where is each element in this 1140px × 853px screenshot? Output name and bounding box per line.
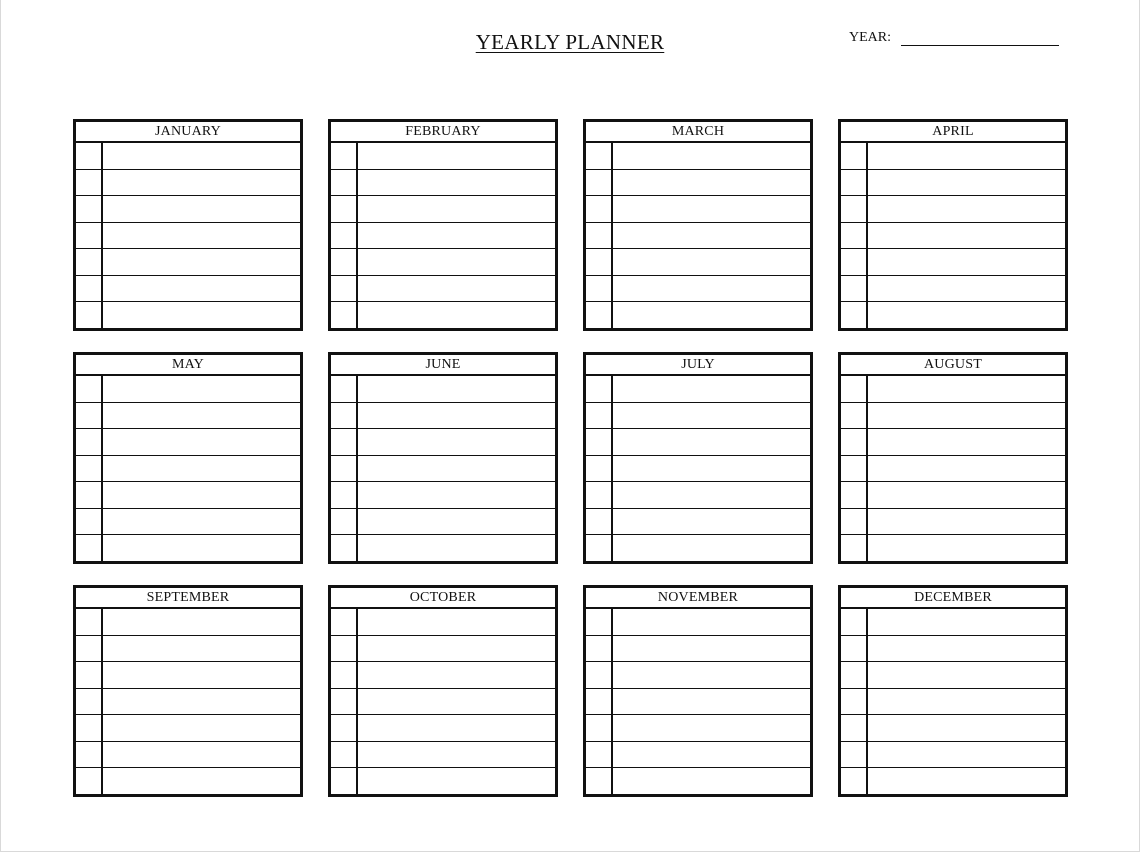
note-cell[interactable]	[613, 768, 810, 794]
planner-row	[841, 535, 1065, 561]
planner-row	[841, 609, 1065, 636]
date-cell[interactable]	[841, 609, 868, 635]
planner-row	[331, 742, 555, 769]
note-cell[interactable]	[613, 636, 810, 662]
month-header: JANUARY	[76, 122, 300, 143]
note-cell[interactable]	[358, 276, 555, 302]
planner-row	[841, 403, 1065, 430]
planner-row	[76, 535, 300, 561]
note-cell[interactable]	[613, 223, 810, 249]
date-cell[interactable]	[841, 429, 868, 455]
month-header: JUNE	[331, 355, 555, 376]
planner-row	[76, 249, 300, 276]
planner-row	[841, 223, 1065, 250]
month-rows	[76, 609, 300, 794]
planner-row	[331, 509, 555, 536]
date-cell[interactable]	[331, 535, 358, 561]
date-cell[interactable]	[76, 768, 103, 794]
note-cell[interactable]	[868, 509, 1065, 535]
month-header: APRIL	[841, 122, 1065, 143]
note-cell[interactable]	[613, 403, 810, 429]
note-cell[interactable]	[103, 456, 300, 482]
date-cell[interactable]	[331, 609, 358, 635]
date-cell[interactable]	[76, 535, 103, 561]
planner-row	[841, 302, 1065, 328]
month-header: FEBRUARY	[331, 122, 555, 143]
date-cell[interactable]	[586, 170, 613, 196]
planner-row	[841, 482, 1065, 509]
note-cell[interactable]	[103, 196, 300, 222]
note-cell[interactable]	[613, 535, 810, 561]
date-cell[interactable]	[841, 662, 868, 688]
planner-row	[841, 249, 1065, 276]
planner-row	[586, 143, 810, 170]
date-cell[interactable]	[76, 429, 103, 455]
date-cell[interactable]	[76, 662, 103, 688]
date-cell[interactable]	[76, 509, 103, 535]
month-box-april	[838, 119, 1068, 331]
planner-row	[76, 509, 300, 536]
planner-row	[331, 482, 555, 509]
note-cell[interactable]	[868, 249, 1065, 275]
month-header: JULY	[586, 355, 810, 376]
planner-row	[331, 715, 555, 742]
planner-row	[841, 768, 1065, 794]
note-cell[interactable]	[613, 609, 810, 635]
note-cell[interactable]	[103, 403, 300, 429]
note-cell[interactable]	[103, 609, 300, 635]
planner-row	[76, 689, 300, 716]
planner-row	[331, 276, 555, 303]
note-cell[interactable]	[103, 715, 300, 741]
date-cell[interactable]	[586, 302, 613, 328]
date-cell[interactable]	[841, 403, 868, 429]
date-cell[interactable]	[841, 482, 868, 508]
date-cell[interactable]	[586, 689, 613, 715]
planner-row	[586, 403, 810, 430]
month-box-may	[73, 352, 303, 564]
planner-row	[586, 276, 810, 303]
date-cell[interactable]	[586, 742, 613, 768]
month-rows	[331, 376, 555, 561]
year-field	[849, 30, 1059, 46]
date-cell[interactable]	[331, 429, 358, 455]
page-title: YEARLY PLANNER	[475, 30, 665, 54]
date-cell[interactable]	[76, 276, 103, 302]
planner-row	[331, 143, 555, 170]
planner-row	[841, 662, 1065, 689]
note-cell[interactable]	[358, 636, 555, 662]
month-box-september	[73, 585, 303, 797]
note-cell[interactable]	[613, 662, 810, 688]
date-cell[interactable]	[586, 715, 613, 741]
date-cell[interactable]	[331, 196, 358, 222]
date-cell[interactable]	[331, 509, 358, 535]
date-cell[interactable]	[76, 223, 103, 249]
month-rows	[586, 609, 810, 794]
note-cell[interactable]	[613, 302, 810, 328]
date-cell[interactable]	[331, 376, 358, 402]
note-cell[interactable]	[358, 456, 555, 482]
planner-row	[331, 403, 555, 430]
planner-row	[586, 768, 810, 794]
planner-row	[841, 143, 1065, 170]
note-cell[interactable]	[613, 429, 810, 455]
planner-row	[331, 429, 555, 456]
month-box-october	[328, 585, 558, 797]
note-cell[interactable]	[868, 302, 1065, 328]
note-cell[interactable]	[613, 276, 810, 302]
date-cell[interactable]	[586, 276, 613, 302]
date-cell[interactable]	[586, 662, 613, 688]
date-cell[interactable]	[841, 196, 868, 222]
date-cell[interactable]	[586, 196, 613, 222]
planner-row	[76, 429, 300, 456]
planner-row	[76, 196, 300, 223]
note-cell[interactable]	[613, 196, 810, 222]
note-cell[interactable]	[613, 143, 810, 169]
month-box-february	[328, 119, 558, 331]
note-cell[interactable]	[358, 482, 555, 508]
note-cell[interactable]	[868, 689, 1065, 715]
note-cell[interactable]	[613, 456, 810, 482]
note-cell[interactable]	[358, 509, 555, 535]
note-cell[interactable]	[868, 742, 1065, 768]
date-cell[interactable]	[586, 482, 613, 508]
planner-row	[586, 535, 810, 561]
date-cell[interactable]	[586, 535, 613, 561]
month-box-july	[583, 352, 813, 564]
month-rows	[841, 143, 1065, 328]
note-cell[interactable]	[103, 742, 300, 768]
date-cell[interactable]	[76, 196, 103, 222]
note-cell[interactable]	[358, 429, 555, 455]
planner-row	[76, 276, 300, 303]
note-cell[interactable]	[613, 249, 810, 275]
note-cell[interactable]	[103, 689, 300, 715]
note-cell[interactable]	[613, 170, 810, 196]
month-rows	[76, 376, 300, 561]
planner-row	[586, 482, 810, 509]
date-cell[interactable]	[331, 662, 358, 688]
note-cell[interactable]	[103, 768, 300, 794]
planner-row	[586, 636, 810, 663]
date-cell[interactable]	[586, 609, 613, 635]
note-cell[interactable]	[358, 376, 555, 402]
note-cell[interactable]	[358, 143, 555, 169]
month-rows	[586, 143, 810, 328]
planner-row	[586, 609, 810, 636]
note-cell[interactable]	[103, 302, 300, 328]
date-cell[interactable]	[331, 768, 358, 794]
date-cell[interactable]	[76, 403, 103, 429]
date-cell[interactable]	[76, 170, 103, 196]
note-cell[interactable]	[613, 482, 810, 508]
year-label: YEAR:	[849, 30, 891, 45]
date-cell[interactable]	[841, 223, 868, 249]
planner-row	[331, 196, 555, 223]
planner-row	[841, 170, 1065, 197]
note-cell[interactable]	[358, 609, 555, 635]
note-cell[interactable]	[358, 249, 555, 275]
date-cell[interactable]	[76, 456, 103, 482]
date-cell[interactable]	[586, 636, 613, 662]
note-cell[interactable]	[868, 223, 1065, 249]
planner-row	[76, 609, 300, 636]
date-cell[interactable]	[586, 456, 613, 482]
planner-row	[331, 636, 555, 663]
planner-row	[331, 170, 555, 197]
note-cell[interactable]	[868, 170, 1065, 196]
month-box-march	[583, 119, 813, 331]
planner-row	[586, 742, 810, 769]
month-rows	[841, 609, 1065, 794]
date-cell[interactable]	[331, 223, 358, 249]
date-cell[interactable]	[586, 509, 613, 535]
planner-row	[76, 742, 300, 769]
date-cell[interactable]	[76, 482, 103, 508]
date-cell[interactable]	[331, 403, 358, 429]
note-cell[interactable]	[868, 403, 1065, 429]
planner-row	[76, 768, 300, 794]
date-cell[interactable]	[76, 689, 103, 715]
note-cell[interactable]	[868, 143, 1065, 169]
note-cell[interactable]	[613, 509, 810, 535]
month-box-january	[73, 119, 303, 331]
note-cell[interactable]	[103, 170, 300, 196]
date-cell[interactable]	[331, 689, 358, 715]
date-cell[interactable]	[331, 636, 358, 662]
month-header: MARCH	[586, 122, 810, 143]
date-cell[interactable]	[841, 715, 868, 741]
note-cell[interactable]	[358, 403, 555, 429]
date-cell[interactable]	[331, 302, 358, 328]
note-cell[interactable]	[103, 482, 300, 508]
planner-row	[841, 636, 1065, 663]
planner-row	[586, 662, 810, 689]
note-cell[interactable]	[103, 249, 300, 275]
planner-row	[331, 609, 555, 636]
note-cell[interactable]	[103, 376, 300, 402]
date-cell[interactable]	[76, 742, 103, 768]
date-cell[interactable]	[841, 276, 868, 302]
note-cell[interactable]	[358, 196, 555, 222]
planner-row	[586, 170, 810, 197]
date-cell[interactable]	[841, 742, 868, 768]
planner-row	[76, 715, 300, 742]
note-cell[interactable]	[358, 170, 555, 196]
planner-row	[841, 742, 1065, 769]
planner-row	[586, 689, 810, 716]
month-header: AUGUST	[841, 355, 1065, 376]
planner-row	[76, 302, 300, 328]
planner-row	[76, 482, 300, 509]
month-box-november	[583, 585, 813, 797]
date-cell[interactable]	[331, 482, 358, 508]
planner-row	[331, 249, 555, 276]
planner-row	[841, 509, 1065, 536]
note-cell[interactable]	[613, 742, 810, 768]
planner-row	[76, 456, 300, 483]
note-cell[interactable]	[358, 662, 555, 688]
date-cell[interactable]	[586, 223, 613, 249]
note-cell[interactable]	[868, 609, 1065, 635]
note-cell[interactable]	[868, 662, 1065, 688]
year-input-line[interactable]	[901, 32, 1059, 46]
note-cell[interactable]	[613, 376, 810, 402]
planner-row	[76, 662, 300, 689]
date-cell[interactable]	[841, 689, 868, 715]
date-cell[interactable]	[586, 143, 613, 169]
note-cell[interactable]	[358, 535, 555, 561]
date-cell[interactable]	[76, 249, 103, 275]
planner-row	[841, 689, 1065, 716]
planner-row	[76, 143, 300, 170]
planner-row	[331, 689, 555, 716]
planner-row	[331, 456, 555, 483]
date-cell[interactable]	[841, 509, 868, 535]
note-cell[interactable]	[103, 276, 300, 302]
note-cell[interactable]	[103, 662, 300, 688]
month-header: DECEMBER	[841, 588, 1065, 609]
date-cell[interactable]	[841, 249, 868, 275]
note-cell[interactable]	[358, 223, 555, 249]
date-cell[interactable]	[76, 143, 103, 169]
planner-row	[331, 662, 555, 689]
planner-row	[586, 196, 810, 223]
note-cell[interactable]	[358, 742, 555, 768]
month-box-june	[328, 352, 558, 564]
note-cell[interactable]	[868, 196, 1065, 222]
note-cell[interactable]	[358, 715, 555, 741]
planner-row	[76, 636, 300, 663]
note-cell[interactable]	[868, 715, 1065, 741]
planner-row	[76, 376, 300, 403]
planner-row	[586, 223, 810, 250]
date-cell[interactable]	[331, 249, 358, 275]
date-cell[interactable]	[586, 403, 613, 429]
date-cell[interactable]	[586, 249, 613, 275]
month-box-december	[838, 585, 1068, 797]
date-cell[interactable]	[841, 456, 868, 482]
date-cell[interactable]	[841, 170, 868, 196]
planner-row	[586, 302, 810, 328]
note-cell[interactable]	[103, 143, 300, 169]
date-cell[interactable]	[841, 302, 868, 328]
planner-row	[331, 376, 555, 403]
planner-row	[841, 715, 1065, 742]
note-cell[interactable]	[868, 768, 1065, 794]
planner-row	[586, 456, 810, 483]
date-cell[interactable]	[586, 376, 613, 402]
note-cell[interactable]	[868, 276, 1065, 302]
planner-row	[841, 376, 1065, 403]
planner-row	[586, 249, 810, 276]
date-cell[interactable]	[841, 768, 868, 794]
date-cell[interactable]	[586, 768, 613, 794]
planner-row	[586, 715, 810, 742]
note-cell[interactable]	[868, 482, 1065, 508]
planner-row	[331, 535, 555, 561]
note-cell[interactable]	[868, 535, 1065, 561]
note-cell[interactable]	[868, 376, 1065, 402]
planner-row	[586, 509, 810, 536]
date-cell[interactable]	[331, 456, 358, 482]
planner-row	[841, 196, 1065, 223]
planner-row	[76, 170, 300, 197]
planner-row	[331, 223, 555, 250]
note-cell[interactable]	[103, 429, 300, 455]
planner-row	[841, 456, 1065, 483]
date-cell[interactable]	[76, 715, 103, 741]
month-rows	[331, 609, 555, 794]
date-cell[interactable]	[331, 143, 358, 169]
month-box-august	[838, 352, 1068, 564]
month-rows	[586, 376, 810, 561]
date-cell[interactable]	[76, 636, 103, 662]
planner-row	[841, 276, 1065, 303]
planner-row	[76, 403, 300, 430]
planner-row	[841, 429, 1065, 456]
note-cell[interactable]	[358, 302, 555, 328]
note-cell[interactable]	[358, 768, 555, 794]
month-header: SEPTEMBER	[76, 588, 300, 609]
note-cell[interactable]	[868, 429, 1065, 455]
month-rows	[331, 143, 555, 328]
planner-row	[331, 302, 555, 328]
month-header: NOVEMBER	[586, 588, 810, 609]
planner-row	[331, 768, 555, 794]
note-cell[interactable]	[103, 636, 300, 662]
date-cell[interactable]	[76, 302, 103, 328]
note-cell[interactable]	[103, 509, 300, 535]
date-cell[interactable]	[841, 376, 868, 402]
note-cell[interactable]	[103, 223, 300, 249]
date-cell[interactable]	[331, 276, 358, 302]
month-rows	[841, 376, 1065, 561]
month-header: MAY	[76, 355, 300, 376]
note-cell[interactable]	[868, 636, 1065, 662]
planner-row	[76, 223, 300, 250]
planner-row	[586, 429, 810, 456]
date-cell[interactable]	[841, 636, 868, 662]
month-header: OCTOBER	[331, 588, 555, 609]
date-cell[interactable]	[76, 609, 103, 635]
note-cell[interactable]	[103, 535, 300, 561]
date-cell[interactable]	[841, 143, 868, 169]
month-rows	[76, 143, 300, 328]
note-cell[interactable]	[358, 689, 555, 715]
date-cell[interactable]	[586, 429, 613, 455]
date-cell[interactable]	[841, 535, 868, 561]
planner-row	[586, 376, 810, 403]
date-cell[interactable]	[331, 170, 358, 196]
note-cell[interactable]	[868, 456, 1065, 482]
note-cell[interactable]	[613, 715, 810, 741]
date-cell[interactable]	[76, 376, 103, 402]
note-cell[interactable]	[613, 689, 810, 715]
date-cell[interactable]	[331, 715, 358, 741]
date-cell[interactable]	[331, 742, 358, 768]
